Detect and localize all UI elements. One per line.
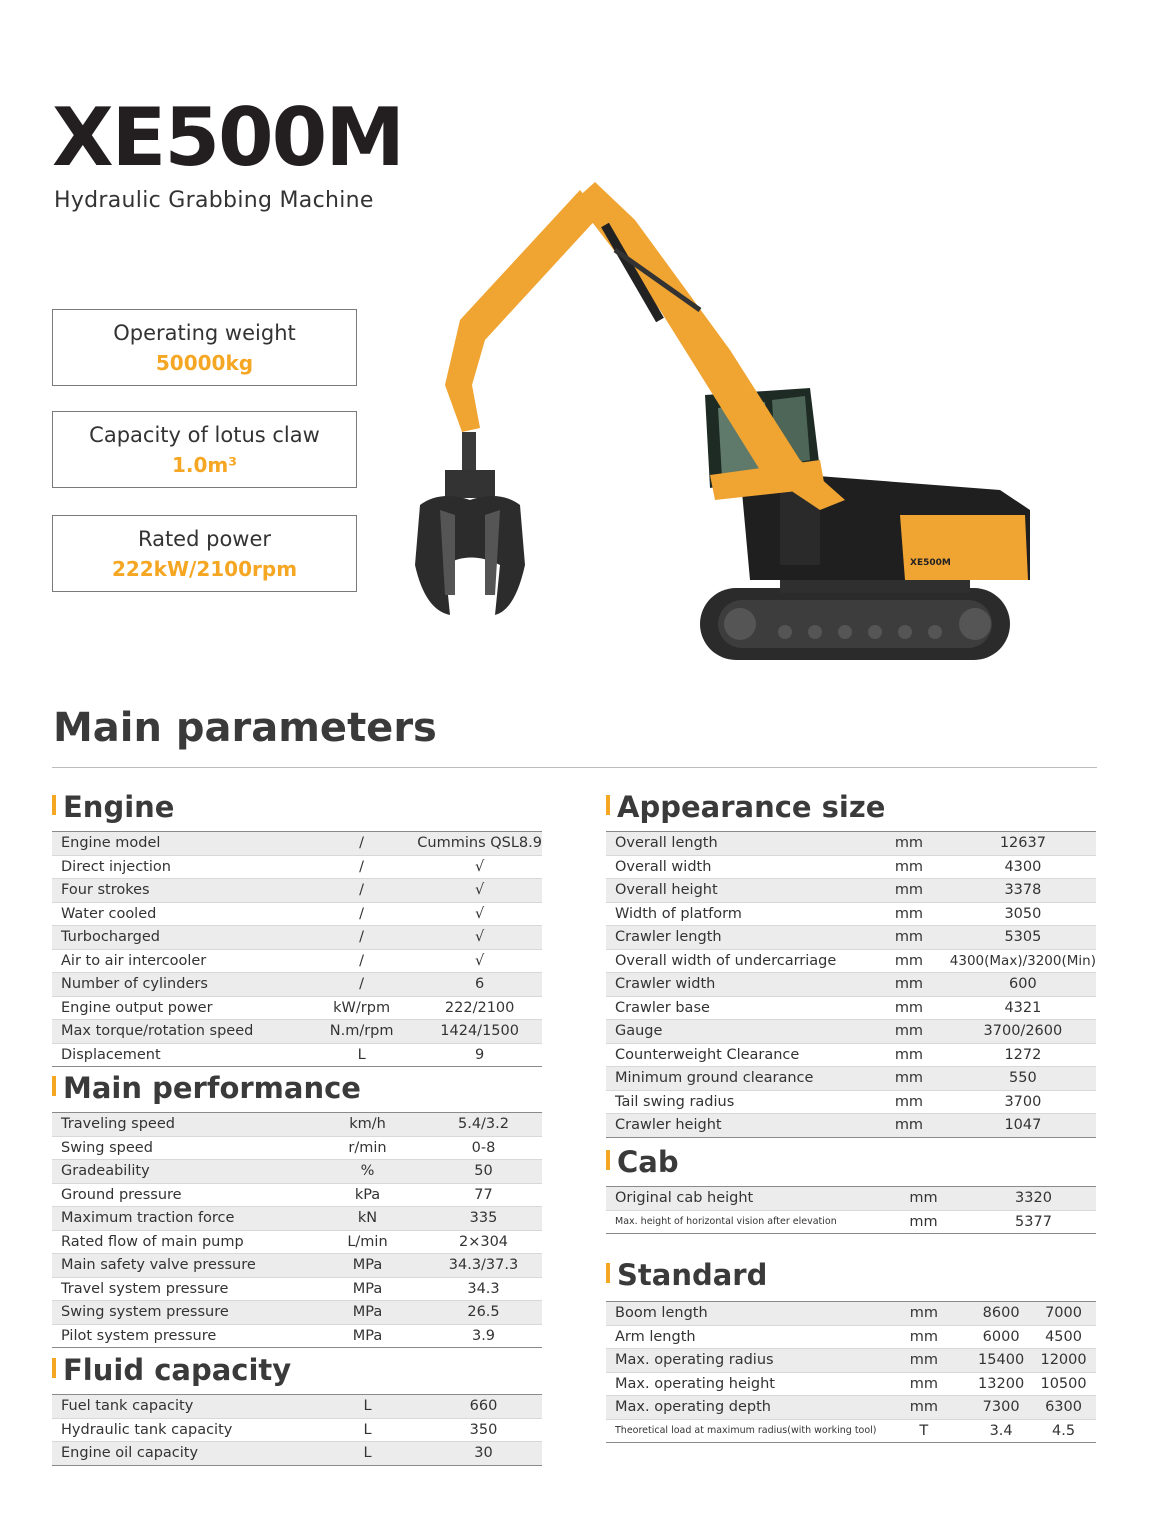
- param-unit: /: [306, 926, 417, 950]
- param-value: 5.4/3.2: [425, 1113, 542, 1137]
- param-value: 335: [425, 1207, 542, 1231]
- param-name: Water cooled: [52, 902, 306, 926]
- param-unit: mm: [877, 1396, 972, 1420]
- param-value-alt: 6300: [1031, 1396, 1096, 1420]
- table-row: [606, 1372, 1096, 1396]
- param-name: Boom length: [606, 1302, 877, 1326]
- table-row: [52, 1230, 542, 1254]
- param-name: Pilot system pressure: [61, 1327, 217, 1344]
- param-name: Ground pressure: [52, 1183, 310, 1207]
- table-row: [52, 902, 542, 926]
- table-row: [52, 832, 542, 856]
- param-value: 2×304: [425, 1230, 542, 1254]
- param-value: 3378: [950, 879, 1096, 903]
- param-value: 5305: [950, 926, 1096, 950]
- param-unit: mm: [868, 1114, 950, 1138]
- spec-value: 1.0m³: [171, 453, 238, 477]
- param-value: 12637: [950, 832, 1096, 856]
- cab-table: [606, 1186, 1096, 1234]
- param-name: Crawler height: [606, 1114, 868, 1138]
- param-unit: mm: [868, 879, 950, 903]
- param-unit: mm: [868, 855, 950, 879]
- param-unit: r/min: [310, 1136, 425, 1160]
- table-row: [52, 1043, 542, 1067]
- section-title-text: Fluid capacity: [63, 1353, 292, 1387]
- table-row: [606, 879, 1096, 903]
- table-row: [52, 1160, 542, 1184]
- section-title-appearance-size: [606, 790, 885, 824]
- table-row: [606, 1349, 1096, 1373]
- param-unit: kPa: [310, 1183, 425, 1207]
- hook-link: [462, 432, 476, 472]
- table-row: [52, 996, 542, 1020]
- table-row: [606, 973, 1096, 997]
- param-name: Crawler base: [606, 996, 868, 1020]
- param-unit: mm: [909, 1213, 938, 1230]
- param-value: 15400: [971, 1349, 1031, 1373]
- param-name: Max. operating depth: [606, 1396, 877, 1420]
- table-row: [52, 1254, 542, 1278]
- section-title-engine: [52, 790, 174, 824]
- model-title: XE500M: [52, 91, 403, 184]
- param-unit: /: [306, 879, 417, 903]
- param-unit: L: [310, 1418, 425, 1442]
- table-row: [606, 1396, 1096, 1420]
- param-unit: kW/rpm: [306, 996, 417, 1020]
- param-value: 34.3/37.3: [425, 1254, 542, 1278]
- param-value: 222/2100: [417, 996, 542, 1020]
- table-row: [606, 1090, 1096, 1114]
- param-value: 50: [425, 1160, 542, 1184]
- param-value: 26.5: [425, 1301, 542, 1325]
- standard-table: [606, 1301, 1096, 1443]
- param-unit: mm: [868, 1020, 950, 1044]
- counterweight: [900, 515, 1028, 580]
- table-row: [52, 1324, 542, 1348]
- table-row: [606, 1114, 1096, 1138]
- table-row: [52, 949, 542, 973]
- param-value: √: [417, 879, 542, 903]
- table-row: [52, 1418, 542, 1442]
- section-title-text: Cab: [617, 1145, 679, 1179]
- param-name: Displacement: [61, 1046, 161, 1063]
- param-unit: %: [310, 1160, 425, 1184]
- param-unit: mm: [868, 1043, 950, 1067]
- table-row: [52, 1020, 542, 1044]
- accent-bar: [606, 1150, 610, 1170]
- param-name: Turbocharged: [52, 926, 306, 950]
- param-unit: /: [306, 949, 417, 973]
- param-value-alt: 7000: [1031, 1302, 1096, 1326]
- param-name: Engine oil capacity: [52, 1442, 310, 1466]
- table-row: [52, 1277, 542, 1301]
- param-name: Engine model: [52, 832, 306, 856]
- param-name: Max. operating height: [606, 1372, 877, 1396]
- param-unit: N.m/rpm: [306, 1020, 417, 1044]
- param-value: 6: [417, 973, 542, 997]
- param-name: Theoretical load at maximum radius(with working tool): [615, 1425, 877, 1437]
- param-value: 34.3: [425, 1277, 542, 1301]
- param-value: 3050: [950, 902, 1096, 926]
- accent-bar: [52, 1358, 56, 1378]
- param-name: Swing system pressure: [52, 1301, 310, 1325]
- section-title-text: Main performance: [63, 1071, 361, 1105]
- param-unit: /: [306, 973, 417, 997]
- param-name: Rated flow of main pump: [52, 1230, 310, 1254]
- param-unit: mm: [868, 1090, 950, 1114]
- param-unit: mm: [868, 996, 950, 1020]
- param-value: 600: [950, 973, 1096, 997]
- param-value: 6000: [971, 1325, 1031, 1349]
- param-unit: mm: [868, 926, 950, 950]
- param-unit: mm: [868, 973, 950, 997]
- param-name: Arm length: [606, 1325, 877, 1349]
- param-name: Main safety valve pressure: [52, 1254, 310, 1278]
- table-row: [606, 1325, 1096, 1349]
- param-name: Gradeability: [52, 1160, 310, 1184]
- param-name: Hydraulic tank capacity: [52, 1418, 310, 1442]
- table-row: [606, 949, 1096, 973]
- table-row: [606, 902, 1096, 926]
- param-unit: L: [310, 1442, 425, 1466]
- section-title-text: Appearance size: [617, 790, 886, 824]
- spec-box-operating-weight: [52, 309, 357, 386]
- spec-label: Rated power: [137, 527, 272, 551]
- param-name: Number of cylinders: [52, 973, 306, 997]
- engine-table: [52, 831, 542, 1067]
- param-unit: MPa: [352, 1327, 383, 1344]
- param-value: 1272: [950, 1043, 1096, 1067]
- fluid-capacity-table: [52, 1394, 542, 1466]
- arm: [445, 190, 600, 432]
- main-parameters-heading: Main parameters: [53, 705, 437, 751]
- param-name: Overall height: [606, 879, 868, 903]
- param-name: Four strokes: [52, 879, 306, 903]
- table-row: [606, 1419, 1096, 1443]
- param-name: Traveling speed: [52, 1113, 310, 1137]
- table-row: [606, 1302, 1096, 1326]
- table-row: [52, 1301, 542, 1325]
- param-name: Crawler width: [606, 973, 868, 997]
- param-name: Tail swing radius: [606, 1090, 868, 1114]
- table-row: [52, 973, 542, 997]
- section-title-standard: [606, 1258, 767, 1292]
- param-value: 9: [475, 1046, 485, 1063]
- param-value: √: [417, 949, 542, 973]
- param-value: 8600: [971, 1302, 1031, 1326]
- divider: [52, 767, 1097, 768]
- param-name: Max. operating radius: [606, 1349, 877, 1373]
- param-name: Max. height of horizontal vision after elevation: [615, 1216, 837, 1228]
- param-unit: mm: [877, 1302, 972, 1326]
- section-title-cab: [606, 1145, 679, 1179]
- param-unit: /: [306, 855, 417, 879]
- param-name: Travel system pressure: [52, 1277, 310, 1301]
- table-row: [52, 1395, 542, 1419]
- param-value: 30: [425, 1442, 542, 1466]
- param-unit: km/h: [310, 1113, 425, 1137]
- param-unit: mm: [868, 1067, 950, 1091]
- param-unit: mm: [877, 1325, 972, 1349]
- param-value: 13200: [971, 1372, 1031, 1396]
- param-value: Cummins QSL8.9: [417, 832, 542, 856]
- param-unit: MPa: [310, 1301, 425, 1325]
- spec-label: Operating weight: [113, 321, 296, 345]
- appearance-size-table: [606, 831, 1096, 1138]
- param-name: Original cab height: [606, 1187, 876, 1211]
- param-value: 4300: [950, 855, 1096, 879]
- table-row: [606, 832, 1096, 856]
- spec-value: 222kW/2100rpm: [111, 557, 298, 581]
- section-title-text: Standard: [617, 1258, 768, 1292]
- section-title-text: Engine: [63, 790, 175, 824]
- param-value: 660: [425, 1395, 542, 1419]
- param-name: Swing speed: [52, 1136, 310, 1160]
- param-value: 4321: [950, 996, 1096, 1020]
- param-value: 3320: [971, 1187, 1096, 1211]
- param-unit: /: [306, 832, 417, 856]
- accent-bar: [52, 1076, 56, 1096]
- accent-bar: [606, 1263, 610, 1283]
- param-value: 7300: [971, 1396, 1031, 1420]
- param-name: Minimum ground clearance: [606, 1067, 868, 1091]
- table-row: [52, 1113, 542, 1137]
- param-value: 0-8: [425, 1136, 542, 1160]
- param-name: Gauge: [606, 1020, 868, 1044]
- param-name: Air to air intercooler: [52, 949, 306, 973]
- param-value: √: [417, 855, 542, 879]
- table-row: [606, 1020, 1096, 1044]
- param-name: Fuel tank capacity: [52, 1395, 310, 1419]
- param-value: 3700/2600: [950, 1020, 1096, 1044]
- param-unit: mm: [868, 949, 950, 973]
- model-subtitle: Hydraulic Grabbing Machine: [54, 188, 374, 213]
- param-unit: T: [919, 1422, 929, 1439]
- section-title-fluid-capacity: [52, 1353, 291, 1387]
- param-unit: mm: [868, 902, 950, 926]
- table-row: [52, 1183, 542, 1207]
- table-row: [52, 879, 542, 903]
- param-value: 4300(Max)/3200(Min): [950, 949, 1096, 973]
- param-value: √: [417, 926, 542, 950]
- param-name: Max torque/rotation speed: [52, 1020, 306, 1044]
- param-unit: MPa: [310, 1254, 425, 1278]
- param-value-alt: 10500: [1031, 1372, 1096, 1396]
- table-row: [52, 926, 542, 950]
- spec-label: Capacity of lotus claw: [89, 423, 320, 447]
- param-value: 5377: [1015, 1213, 1052, 1230]
- spec-box-claw-capacity: [52, 411, 357, 488]
- param-unit: L: [357, 1046, 366, 1063]
- param-unit: mm: [877, 1349, 972, 1373]
- accent-bar: [52, 795, 56, 815]
- param-unit: MPa: [310, 1277, 425, 1301]
- param-name: Width of platform: [606, 902, 868, 926]
- table-row: [52, 855, 542, 879]
- param-value: 1424/1500: [417, 1020, 542, 1044]
- param-unit: /: [306, 902, 417, 926]
- param-unit: mm: [876, 1187, 971, 1211]
- table-row: [606, 1067, 1096, 1091]
- table-row: [52, 1207, 542, 1231]
- param-unit: kN: [310, 1207, 425, 1231]
- crawler-track: [700, 588, 1010, 660]
- grabbing-machine-illustration: [400, 170, 1040, 670]
- param-value: 1047: [950, 1114, 1096, 1138]
- spec-box-rated-power: [52, 515, 357, 592]
- machine-badge: XE500M: [910, 558, 951, 568]
- main-performance-table: [52, 1112, 542, 1348]
- param-value: 3.9: [471, 1327, 496, 1344]
- table-row: [606, 1187, 1096, 1211]
- param-name: Counterweight Clearance: [606, 1043, 868, 1067]
- param-value: 77: [425, 1183, 542, 1207]
- param-name: Overall length: [606, 832, 868, 856]
- param-unit: L/min: [310, 1230, 425, 1254]
- param-name: Overall width: [606, 855, 868, 879]
- param-value: 3700: [950, 1090, 1096, 1114]
- section-title-main-performance: [52, 1071, 361, 1105]
- param-name: Engine output power: [52, 996, 306, 1020]
- param-value-alt: 4500: [1031, 1325, 1096, 1349]
- param-value-alt: 12000: [1031, 1349, 1096, 1373]
- table-row: [606, 996, 1096, 1020]
- table-row: [606, 1043, 1096, 1067]
- param-unit: L: [310, 1395, 425, 1419]
- lotus-grab-claw: [415, 470, 525, 615]
- param-unit: mm: [868, 832, 950, 856]
- spec-value: 50000kg: [155, 351, 254, 375]
- param-name: Overall width of undercarriage: [606, 949, 868, 973]
- param-value: 350: [425, 1418, 542, 1442]
- accent-bar: [606, 795, 610, 815]
- param-name: Maximum traction force: [52, 1207, 310, 1231]
- param-value: 550: [950, 1067, 1096, 1091]
- param-name: Direct injection: [52, 855, 306, 879]
- param-value-alt: 4.5: [1052, 1422, 1076, 1439]
- table-row: [52, 1136, 542, 1160]
- table-row: [606, 926, 1096, 950]
- param-unit: mm: [877, 1372, 972, 1396]
- param-name: Crawler length: [606, 926, 868, 950]
- table-row: [606, 1210, 1096, 1234]
- param-value: 3.4: [989, 1422, 1013, 1439]
- table-row: [52, 1442, 542, 1466]
- param-value: √: [417, 902, 542, 926]
- table-row: [606, 855, 1096, 879]
